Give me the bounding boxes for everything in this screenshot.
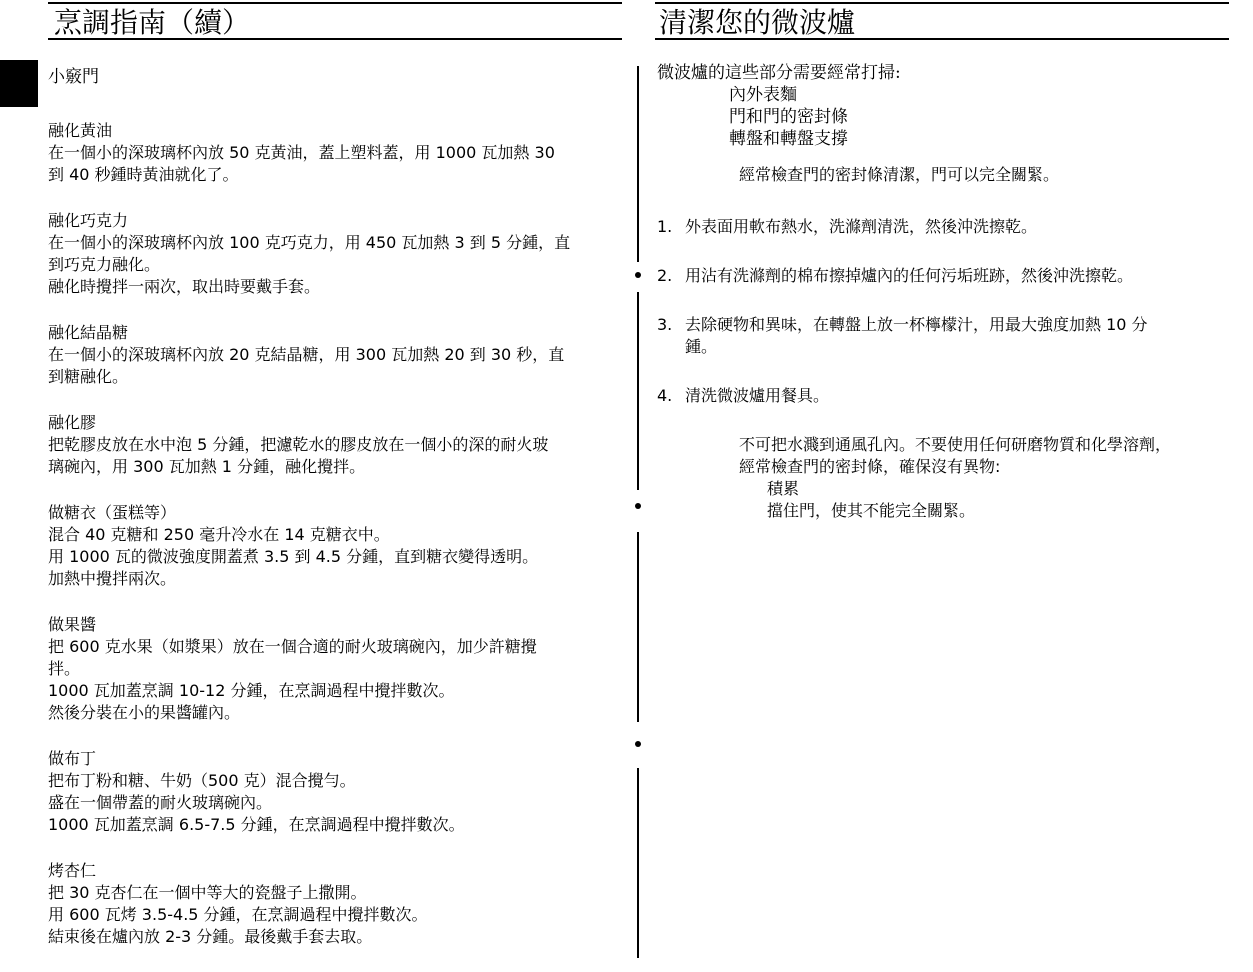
- divider-bar: [637, 66, 639, 262]
- step-line: 清洗微波爐用餐具。: [685, 386, 830, 405]
- divider-bar: [637, 292, 639, 490]
- recipe-list: [48, 120, 623, 948]
- recipe-line: 把布丁粉和糖、牛奶（500 克）混合攪勻。: [48, 771, 356, 790]
- cleaning-part: 門和門的密封條: [729, 107, 848, 127]
- warning-items: [767, 478, 1232, 522]
- cleaning-column: [657, 62, 1232, 522]
- step-number: 3.: [657, 315, 673, 334]
- recipe-title: 融化黃油: [48, 121, 113, 140]
- cleaning-intro: 微波爐的這些部分需要經常打掃:: [657, 63, 901, 83]
- recipe-title: 做布丁: [48, 749, 97, 768]
- recipe-title: 做糖衣（蛋糕等）: [48, 503, 177, 522]
- recipe-line: 混合 40 克糖和 250 毫升冷水在 14 克糖衣中。: [48, 525, 390, 544]
- cleaning-parts-list: [729, 84, 1232, 150]
- recipe-line: 把 30 克杏仁在一個中等大的瓷盤子上撒開。: [48, 883, 367, 902]
- warning-item: 擋住門，使其不能完全關緊。: [767, 501, 976, 520]
- cleaning-part: 內外表麵: [729, 85, 797, 105]
- cleaning-step: [657, 385, 1232, 407]
- recipe-block: [48, 322, 623, 388]
- recipe-line: 1000 瓦加蓋烹調 10-12 分鍾，在烹調過程中攪拌數次。: [48, 681, 455, 700]
- recipe-title: 做果醬: [48, 615, 97, 634]
- step-text: [685, 314, 1232, 358]
- door-seal-note: 經常檢查門的密封條清潔，門可以完全關緊。: [739, 165, 1060, 184]
- step-line: 鍾。: [685, 337, 718, 356]
- cleaning-step: [657, 216, 1232, 238]
- divider-bullet: [635, 272, 641, 278]
- step-text: [685, 385, 1232, 407]
- recipe-line: 拌。: [48, 659, 81, 678]
- divider-bar: [637, 532, 639, 722]
- recipe-line: 到 40 秒鍾時黃油就化了。: [48, 165, 239, 184]
- section-tab-marker: [0, 60, 38, 107]
- step-line: 外表面用軟布熱水，洗滌劑清洗，然後沖洗擦乾。: [685, 217, 1038, 236]
- recipe-line: 到巧克力融化。: [48, 255, 161, 274]
- recipe-title: 烤杏仁: [48, 861, 97, 880]
- recipe-block: [48, 412, 623, 478]
- step-number: 4.: [657, 386, 673, 405]
- cleaning-step: [657, 314, 1232, 358]
- recipe-line: 用 1000 瓦的微波強度開蓋煮 3.5 到 4.5 分鍾，直到糖衣變得透明。: [48, 547, 539, 566]
- recipe-block: [48, 120, 623, 186]
- step-line: 用沾有洗滌劑的棉布擦掉爐內的任何污垢班跡，然後沖洗擦乾。: [685, 266, 1134, 285]
- right-page-header: 清潔您的微波爐: [655, 2, 1229, 40]
- recipe-line: 璃碗內，用 300 瓦加熱 1 分鍾，融化攪拌。: [48, 457, 366, 476]
- cleaning-step: [657, 265, 1232, 287]
- recipe-line: 然後分裝在小的果醬罐內。: [48, 703, 241, 722]
- tips-label: 小竅門: [48, 67, 99, 87]
- step-number: 1.: [657, 217, 673, 236]
- recipe-line: 加熱中攪拌兩次。: [48, 569, 177, 588]
- recipe-line: 1000 瓦加蓋烹調 6.5-7.5 分鍾，在烹調過程中攪拌數次。: [48, 815, 465, 834]
- recipe-line: 在一個小的深玻璃杯內放 100 克巧克力，用 450 瓦加熱 3 到 5 分鍾，直: [48, 233, 571, 252]
- divider-bullet: [635, 741, 641, 747]
- recipe-line: 把乾膠皮放在水中泡 5 分鍾，把濾乾水的膠皮放在一個小的深的耐火玻: [48, 435, 549, 454]
- divider-bullet: [635, 503, 641, 509]
- warning-item: 積累: [767, 479, 800, 498]
- step-text: [685, 265, 1232, 287]
- warning-line: 經常檢查門的密封條，確保沒有異物:: [739, 457, 1001, 476]
- recipe-line: 融化時攪拌一兩次，取出時要戴手套。: [48, 277, 321, 296]
- step-text: [685, 216, 1232, 238]
- left-page-header: 烹調指南（續）: [48, 2, 622, 40]
- step-line: 去除硬物和異味，在轉盤上放一杯檸檬汁，用最大強度加熱 10 分: [685, 315, 1148, 334]
- recipe-block: [48, 748, 623, 836]
- cooking-tips-column: [48, 66, 623, 972]
- recipe-line: 結束後在爐內放 2-3 分鍾。最後戴手套去取。: [48, 927, 373, 946]
- recipe-title: 融化巧克力: [48, 211, 129, 230]
- recipe-block: [48, 502, 623, 590]
- cleaning-part: 轉盤和轉盤支撐: [729, 129, 848, 149]
- warning-line: 不可把水濺到通風孔內。不要使用任何研磨物質和化學溶劑，: [739, 435, 1172, 454]
- cleaning-steps: [657, 216, 1232, 407]
- cleaning-warning: [739, 434, 1232, 522]
- recipe-block: [48, 860, 623, 948]
- recipe-line: 用 600 瓦烤 3.5-4.5 分鍾，在烹調過程中攪拌數次。: [48, 905, 428, 924]
- divider-bar: [637, 768, 639, 958]
- recipe-line: 把 600 克水果（如漿果）放在一個合適的耐火玻璃碗內，加少許糖攪: [48, 637, 537, 656]
- recipe-line: 盛在一個帶蓋的耐火玻璃碗內。: [48, 793, 273, 812]
- recipe-line: 到糖融化。: [48, 367, 129, 386]
- recipe-block: [48, 210, 623, 298]
- recipe-line: 在一個小的深玻璃杯內放 20 克結晶糖，用 300 瓦加熱 20 到 30 秒，直: [48, 345, 565, 364]
- recipe-title: 融化膠: [48, 413, 97, 432]
- recipe-title: 融化結晶糖: [48, 323, 129, 342]
- recipe-line: 在一個小的深玻璃杯內放 50 克黃油，蓋上塑料蓋，用 1000 瓦加熱 30: [48, 143, 555, 162]
- step-number: 2.: [657, 266, 673, 285]
- recipe-block: [48, 614, 623, 724]
